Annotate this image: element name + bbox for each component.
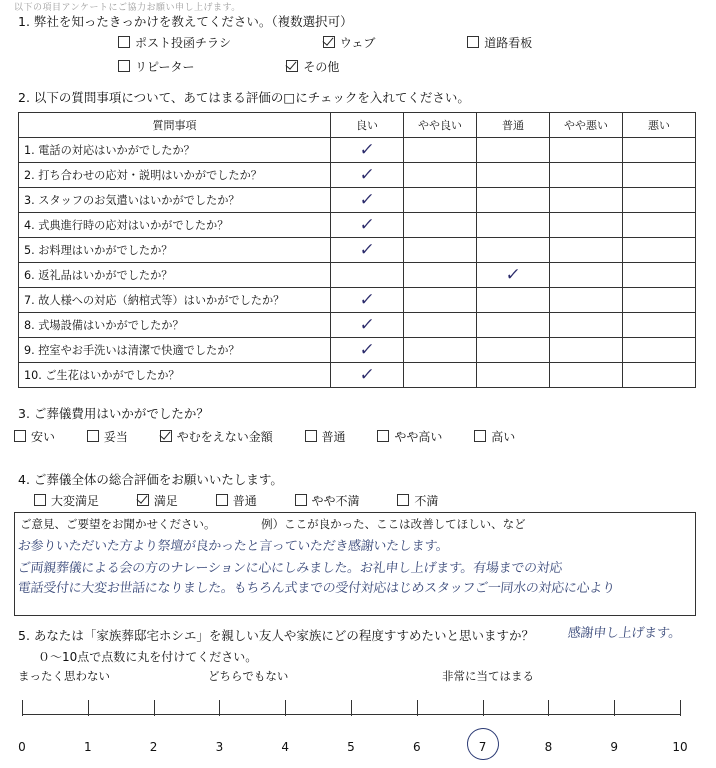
rating-cell[interactable]	[623, 213, 696, 238]
column-header-question: 質問事項	[19, 113, 331, 138]
table-row-question: 1. 電話の対応はいかがでしたか？	[19, 138, 331, 163]
comment-prompt: ご意見、ご要望をお聞かせください。	[20, 517, 216, 531]
q1-option-0-label: ポスト投函チラシ	[135, 36, 232, 50]
check-mark-icon: ✓	[358, 315, 376, 335]
question-4-number: 4.	[18, 472, 30, 487]
table-row-question: 5. お料理はいかがでしたか？	[19, 238, 331, 263]
table-row	[19, 188, 696, 213]
comment-handwriting-line-2: ご両親葬儀による会の方のナレーションに心にしみました。お礼申し上げます。有場までの対応	[17, 561, 563, 576]
question-5-subtext: ０〜10点で点数に丸を付けてください。	[38, 650, 258, 664]
table-row-question: 4. 式典進行時の応対はいかがでしたか？	[19, 213, 331, 238]
rating-cell[interactable]	[331, 338, 404, 363]
table-row	[19, 213, 696, 238]
q4-checkbox-1[interactable]	[137, 494, 149, 506]
q1-option-1[interactable]	[323, 34, 376, 51]
scale-number-10[interactable]: 10	[672, 740, 688, 754]
scale-number-5[interactable]: 5	[347, 740, 355, 754]
check-mark-icon: ✓	[358, 290, 376, 310]
table-row-question: 7. 故人様への対応（納棺式等）はいかがでしたか？	[19, 288, 331, 313]
q3-option-4[interactable]	[377, 428, 442, 445]
q1-option-3-label: リピーター	[135, 60, 195, 74]
table-row-question: 8. 式場設備はいかがでしたか？	[19, 313, 331, 338]
scale-number-3[interactable]: 3	[215, 740, 224, 754]
scale-number-7[interactable]: 7	[478, 740, 487, 754]
comment-handwriting-line-1: お参りいただいた方より祭壇が良かったと言っていただき感謝いたします。	[17, 539, 450, 554]
rating-cell[interactable]	[550, 363, 623, 388]
q4-option-4-label: 不満	[414, 494, 439, 508]
q1-option-0[interactable]	[118, 34, 231, 51]
table-row-question: 9. 控室やお手洗いは清潔で快適でしたか？	[19, 338, 331, 363]
evaluation-table	[18, 112, 696, 388]
rating-cell[interactable]	[623, 238, 696, 263]
rating-cell[interactable]	[477, 313, 550, 338]
column-header-normal: 普通	[477, 113, 550, 138]
comment-example: 例）ここが良かった、ここは改善してほしい、など	[261, 517, 526, 531]
question-3	[18, 404, 209, 422]
q3-checkbox-2[interactable]	[160, 430, 172, 442]
q4-option-0[interactable]	[34, 492, 99, 509]
q1-checkbox-4[interactable]	[286, 60, 298, 72]
rating-cell[interactable]	[623, 363, 696, 388]
rating-cell[interactable]	[331, 313, 404, 338]
question-3-options	[14, 428, 543, 445]
rating-cell[interactable]	[404, 338, 477, 363]
table-row	[19, 263, 696, 288]
question-2	[18, 88, 470, 106]
rating-cell[interactable]	[550, 338, 623, 363]
q4-option-3[interactable]	[295, 492, 360, 509]
q3-checkbox-0[interactable]	[14, 430, 26, 442]
check-mark-icon: ✓	[358, 240, 376, 260]
rating-cell[interactable]	[623, 338, 696, 363]
rating-cell[interactable]	[623, 188, 696, 213]
q4-option-2[interactable]	[216, 492, 257, 509]
q4-checkbox-0[interactable]	[34, 494, 46, 506]
q4-option-0-label: 大変満足	[51, 494, 100, 508]
q1-checkbox-0[interactable]	[118, 36, 130, 48]
question-5	[18, 626, 534, 644]
q3-option-4-label: やや高い	[394, 430, 443, 444]
question-5-text: あなたは「家族葬邸宅ホシエ」を親しい友人や家族にどの程度すすめたいと思いますか？	[33, 628, 535, 643]
column-header-bad: 悪い	[623, 113, 696, 138]
scale-ticks	[22, 700, 680, 716]
scale-number-4[interactable]: 4	[281, 740, 290, 754]
scale-number-6[interactable]: 6	[412, 740, 421, 754]
rating-cell[interactable]	[404, 163, 477, 188]
q1-checkbox-3[interactable]	[118, 60, 130, 72]
question-1-number: 1.	[18, 14, 30, 29]
rating-cell[interactable]	[477, 338, 550, 363]
table-row	[19, 288, 696, 313]
table-row	[19, 238, 696, 263]
scale-number-9[interactable]: 9	[610, 740, 619, 754]
q4-option-1[interactable]	[137, 492, 178, 509]
scale-number-1[interactable]: 1	[83, 740, 92, 754]
q1-option-3[interactable]	[118, 58, 195, 75]
rating-cell[interactable]	[404, 238, 477, 263]
table-row	[19, 338, 696, 363]
question-2-text: 以下の質問事項について、あてはまる評価の□にチェックを入れてください。	[33, 90, 470, 105]
q3-checkbox-3[interactable]	[305, 430, 317, 442]
scale-label-mid: どちらでもない	[208, 669, 289, 683]
rating-cell[interactable]	[477, 238, 550, 263]
question-3-text: ご葬儀費用はいかがでしたか？	[33, 406, 209, 421]
check-mark-icon: ✓	[358, 190, 376, 210]
q3-checkbox-4[interactable]	[377, 430, 389, 442]
q3-option-3-label: 普通	[321, 430, 346, 444]
rating-cell[interactable]	[404, 188, 477, 213]
question-4	[18, 470, 283, 488]
q3-checkbox-1[interactable]	[87, 430, 99, 442]
column-header-fairly-bad: やや悪い	[550, 113, 623, 138]
q3-checkbox-5[interactable]	[474, 430, 486, 442]
q1-option-2-label: 道路看板	[484, 36, 533, 50]
rating-cell[interactable]	[331, 163, 404, 188]
rating-cell[interactable]	[550, 163, 623, 188]
rating-cell[interactable]	[550, 238, 623, 263]
q4-checkbox-2[interactable]	[216, 494, 228, 506]
question-2-number: 2.	[18, 90, 30, 105]
q4-option-1-label: 満足	[153, 494, 178, 508]
column-header-fairly-good: やや良い	[404, 113, 477, 138]
q1-option-1-label: ウェブ	[339, 36, 376, 50]
rating-cell[interactable]	[477, 163, 550, 188]
rating-cell[interactable]	[331, 188, 404, 213]
q4-checkbox-4[interactable]	[397, 494, 409, 506]
question-4-options	[34, 492, 472, 509]
q4-option-3-label: やや不満	[311, 494, 360, 508]
table-row-question: 6. 返礼品はいかがでしたか？	[19, 263, 331, 288]
column-header-good: 良い	[331, 113, 404, 138]
table-header-row	[19, 113, 696, 138]
question-1-text: 弊社を知ったきっかけを教えてください。（複数選択可）	[33, 14, 353, 29]
rating-cell[interactable]	[331, 263, 404, 288]
scale-label-low: まったく思わない	[18, 669, 110, 683]
rating-cell[interactable]	[404, 213, 477, 238]
q3-option-5[interactable]	[474, 428, 515, 445]
q4-checkbox-3[interactable]	[295, 494, 307, 506]
comment-handwriting-line-5: 感謝申し上げます。	[567, 626, 682, 641]
rating-cell[interactable]	[550, 263, 623, 288]
q4-option-4[interactable]	[397, 492, 438, 509]
scale-label-high: 非常に当てはまる	[442, 669, 534, 683]
rating-cell[interactable]	[550, 213, 623, 238]
comment-handwriting-line-3: 電話受付に大変お世話になりました。もちろん式までの受付対応はじめスタッフご一同水の対応に心より	[17, 581, 616, 596]
rating-cell[interactable]	[404, 313, 477, 338]
q3-option-2[interactable]	[160, 428, 273, 445]
scale-number-2[interactable]: 2	[149, 740, 158, 754]
table-row	[19, 363, 696, 388]
check-mark-icon: ✓	[358, 215, 376, 235]
check-mark-icon: ✓	[358, 165, 376, 185]
q1-option-4[interactable]	[286, 58, 339, 75]
rating-cell[interactable]	[550, 313, 623, 338]
rating-cell[interactable]	[623, 288, 696, 313]
q1-option-2[interactable]	[467, 34, 532, 51]
rating-cell[interactable]	[404, 138, 477, 163]
table-row	[19, 313, 696, 338]
scale-numbers[interactable]	[18, 740, 688, 756]
rating-cell[interactable]	[550, 188, 623, 213]
rating-cell[interactable]	[623, 263, 696, 288]
rating-cell[interactable]	[550, 138, 623, 163]
rating-cell[interactable]	[477, 363, 550, 388]
q4-option-2-label: 普通	[232, 494, 257, 508]
rating-cell[interactable]	[331, 238, 404, 263]
rating-cell[interactable]	[331, 363, 404, 388]
check-mark-icon: ✓	[358, 140, 376, 160]
rating-cell[interactable]	[477, 213, 550, 238]
rating-cell[interactable]	[331, 138, 404, 163]
rating-cell[interactable]	[404, 263, 477, 288]
table-row-question: 10. ご生花はいかがでしたか？	[19, 363, 331, 388]
check-mark-icon: ✓	[358, 340, 376, 360]
check-mark-icon: ✓	[504, 265, 522, 285]
q3-option-1-label: 妥当	[103, 430, 128, 444]
rating-cell[interactable]	[331, 213, 404, 238]
question-3-number: 3.	[18, 406, 30, 421]
comment-prompt-row	[20, 516, 526, 532]
q3-option-0[interactable]	[14, 428, 55, 445]
table-row-question: 3. スタッフのお気遣いはいかがでしたか？	[19, 188, 331, 213]
q1-checkbox-2[interactable]	[467, 36, 479, 48]
rating-cell[interactable]	[404, 363, 477, 388]
rating-cell[interactable]	[477, 188, 550, 213]
rating-cell[interactable]	[550, 288, 623, 313]
rating-cell[interactable]	[404, 288, 477, 313]
q3-option-5-label: 高い	[491, 430, 516, 444]
rating-cell[interactable]	[623, 163, 696, 188]
check-mark-icon: ✓	[358, 365, 376, 385]
page-top-cut-text: 以下の項目アンケートにご協力お願い申し上げます。	[14, 3, 241, 12]
question-5-number: 5.	[18, 628, 30, 643]
q3-option-1[interactable]	[87, 428, 128, 445]
q3-option-3[interactable]	[305, 428, 346, 445]
scale-number-0[interactable]: 0	[18, 740, 26, 754]
q3-option-0-label: 安い	[31, 430, 56, 444]
scale-selected-circle	[465, 726, 500, 761]
question-4-text: ご葬儀全体の総合評価をお願いいたします。	[33, 472, 283, 487]
table-row	[19, 163, 696, 188]
rating-cell[interactable]	[477, 263, 550, 288]
q1-option-4-label: その他	[303, 60, 340, 74]
rating-cell[interactable]	[623, 313, 696, 338]
table-row	[19, 138, 696, 163]
rating-cell[interactable]	[477, 288, 550, 313]
rating-cell[interactable]	[477, 138, 550, 163]
q3-option-2-label: やむをえない金額	[176, 430, 273, 444]
q1-checkbox-1[interactable]	[323, 36, 335, 48]
rating-cell[interactable]	[623, 138, 696, 163]
scale-number-8[interactable]: 8	[544, 740, 553, 754]
question-1	[18, 12, 353, 30]
table-row-question: 2. 打ち合わせの応対・説明はいかがでしたか？	[19, 163, 331, 188]
rating-cell[interactable]	[331, 288, 404, 313]
